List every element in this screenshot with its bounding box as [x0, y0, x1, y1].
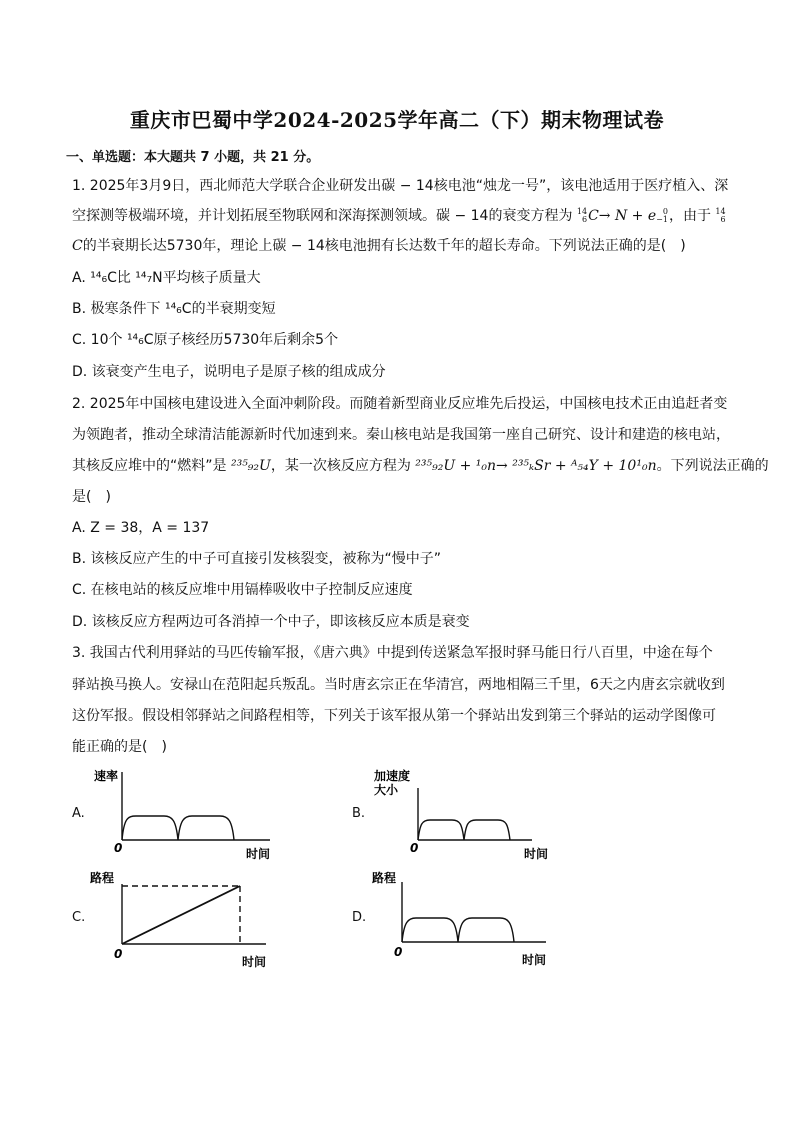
q2-line3-a: 其核反应堆中的“燃料”是 — [72, 458, 231, 474]
graph-a-speed-time — [80, 764, 300, 864]
q1-option-d: D. 该衰变产生电子，说明电子是原子核的组成成分 — [72, 364, 386, 380]
graph-d-distance-time — [360, 864, 570, 974]
graph-a-curve — [122, 816, 234, 840]
nuclide-c14-b: 14 6 — [715, 207, 726, 224]
graph-c-ylabel: 路程 — [90, 871, 115, 885]
graph-d-origin: 0 — [394, 945, 403, 959]
graph-d-xlabel: 时间 — [522, 953, 547, 967]
q3-line1: 3. 我国古代利用驿站的马匹传输军报，《唐六典》中提到传送紧急军报时驿马能日行八百里，中途在每个 — [72, 645, 713, 661]
q2-fuel: ²³⁵₉₂U — [230, 458, 271, 474]
q3-line3: 这份军报。假设相邻驿站之间路程相等，下列关于该军报从第一个驿站出发到第三个驿站的运动学图像可 — [72, 708, 716, 724]
graph-c-xlabel: 时间 — [242, 955, 267, 969]
q1-line2-text: 空探测等极端环境，并计划拓展至物联网和深海探测领域。碳 − 14的衰变方程为 — [72, 208, 577, 224]
q2-line3-b: ，某一次核反应方程为 — [270, 458, 416, 474]
exam-title: 重庆市巴蜀中学2024-2025学年高二（下）期末物理试卷 — [129, 108, 665, 132]
q1-line2 — [72, 206, 727, 226]
q1-line2-end: ，由于 — [668, 208, 716, 224]
graph-a-xlabel: 时间 — [246, 847, 271, 861]
graph-b-ylabel1: 加速度 — [374, 769, 411, 783]
graph-c-distance-time — [80, 864, 300, 974]
graph-c-line — [122, 886, 240, 944]
graph-b-acceleration-time — [360, 764, 570, 864]
graph-b-option: B. — [352, 806, 366, 821]
graph-b-curve — [418, 820, 510, 840]
q1-line3 — [72, 236, 686, 256]
q2-line3-c: 。下列说法正确的 — [656, 458, 769, 474]
graph-a-option: A. — [72, 806, 85, 821]
q3-line2: 驿站换马换人。安禄山在范阳起兵叛乱。当时唐玄宗正在华清宫，两地相隔三千里，6天之内唐玄宗就收到 — [72, 677, 725, 693]
q1-option-b: B. 极寒条件下 ¹⁴₆C的半衰期变短 — [72, 301, 276, 317]
graph-a-ylabel: 速率 — [94, 769, 119, 783]
q2-line2: 为领跑者，推动全球清洁能源新时代加速到来。秦山核电站是我国第一座自己研究、设计和建造的核电站， — [72, 427, 730, 443]
nuclide-c14: 14 6 — [576, 207, 588, 224]
graph-c-option: C. — [72, 910, 86, 925]
q1-line3-text: 的半衰期长达5730年，理论上碳 − 14核电池拥有长达数千年的超长寿命。下列说法正确的是( ) — [82, 238, 686, 254]
graph-b-origin: 0 — [410, 841, 419, 855]
q3-line4: 能正确的是( ) — [72, 739, 167, 755]
q2-reaction-equation: ²³⁵₉₂U + ¹₀n→ ²³⁵ₖSr + ᴬ₅₄Y + 10¹₀n — [415, 458, 657, 474]
graph-a-origin: 0 — [114, 841, 123, 855]
q2-option-d: D. 该核反应方程两边可各消掉一个中子，即该核反应本质是衰变 — [72, 614, 470, 630]
graph-c-origin: 0 — [114, 947, 123, 961]
q2-line4: 是( ) — [72, 489, 111, 505]
q1-decay-equation: C→ N + e — [588, 208, 657, 224]
graph-d-option: D. — [352, 910, 367, 925]
q1-option-c: C. 10个 ¹⁴₆C原子核经历5730年后剩余5个 — [72, 332, 339, 348]
electron-charge: 0 −1 — [656, 207, 668, 224]
section-heading: 一、单选题：本大题共 7 小题，共 21 分。 — [66, 150, 320, 165]
q2-option-b: B. 该核反应产生的中子可直接引发核裂变，被称为“慢中子” — [72, 551, 442, 567]
q1-c-symbol: C — [72, 238, 83, 254]
q2-line1: 2. 2025年中国核电建设进入全面冲刺阶段。而随着新型商业反应堆先后投运，中国核电技术正由追赶者变 — [72, 396, 728, 412]
q2-line3 — [72, 456, 769, 476]
q2-option-c: C. 在核电站的核反应堆中用镉棒吸收中子控制反应速度 — [72, 582, 413, 598]
q2-option-a: A. Z = 38，A = 137 — [72, 520, 210, 536]
graph-b-ylabel2: 大小 — [374, 783, 399, 797]
graph-b-xlabel: 时间 — [524, 847, 549, 861]
graph-d-curve — [402, 918, 514, 942]
q1-option-a: A. ¹⁴₆C比 ¹⁴₇N平均核子质量大 — [72, 270, 261, 286]
q1-line1: 1. 2025年3月9日，西北师范大学联合企业研发出碳 − 14核电池“烛龙一号”，该电池适用于医疗植入、深 — [72, 178, 729, 194]
graph-d-ylabel: 路程 — [372, 871, 397, 885]
